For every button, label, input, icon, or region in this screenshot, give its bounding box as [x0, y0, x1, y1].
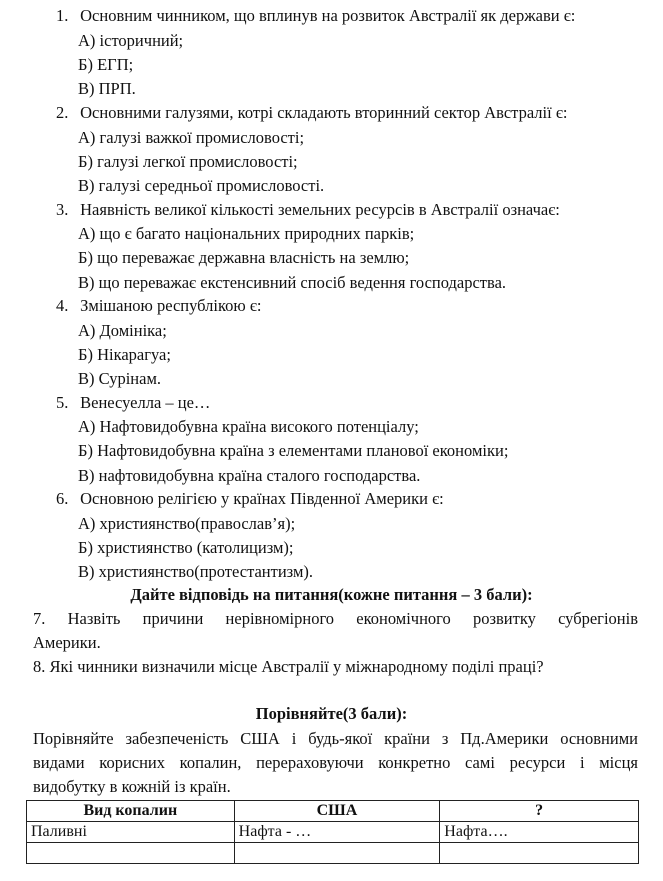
option: А) історичний;: [78, 31, 184, 50]
question-text: Венесуелла – це…: [80, 393, 211, 412]
column-header: ?: [440, 801, 639, 822]
option: А) галузі важкої промисловості;: [78, 128, 305, 147]
table-cell[interactable]: [440, 843, 639, 864]
question-3: [56, 200, 560, 220]
table-cell[interactable]: [27, 843, 235, 864]
option: В) Сурінам.: [78, 369, 162, 388]
table-cell[interactable]: [234, 843, 440, 864]
table-cell[interactable]: Паливні: [27, 822, 235, 843]
option: Б) що переважає державна власність на землю;: [78, 248, 410, 267]
option: А) Домініка;: [78, 321, 167, 340]
question-number: 6.: [56, 489, 69, 508]
question-2: [56, 103, 567, 123]
question-4: [56, 296, 262, 316]
option: Б) галузі легкої промисловості;: [78, 152, 298, 171]
option: В) що переважає екстенсивний спосіб ведення господарства.: [78, 273, 507, 292]
instruction-line: видобутку в кожній із країн.: [33, 777, 231, 796]
instruction-line: видами корисних копалин, перераховуючи конкретно самі ресурси і місця: [33, 753, 638, 772]
question-7-line: 7. Назвіть причини нерівномірного економічного розвитку субрегіонів: [33, 609, 638, 628]
table-row: [27, 822, 639, 843]
option: Б) Нікарагуа;: [78, 345, 171, 364]
option: В) нафтовидобувна країна сталого господарства.: [78, 466, 421, 485]
option: Б) Нафтовидобувна країна з елементами планової економіки;: [78, 441, 509, 460]
question-number: 3.: [56, 200, 69, 219]
option: Б) ЕГП;: [78, 55, 134, 74]
question-7-line: Америки.: [33, 633, 101, 652]
question-text: Основними галузями, котрі складають вторинний сектор Австралії є:: [80, 103, 568, 122]
table-header-row: [27, 801, 639, 822]
question-5: [56, 393, 210, 413]
question-6: [56, 489, 444, 509]
option: А) Нафтовидобувна країна високого потенціалу;: [78, 417, 419, 436]
option: А) християнство(православ’я);: [78, 514, 296, 533]
question-number: 4.: [56, 296, 69, 315]
question-8: 8. Які чинники визначили місце Австралії у міжнародному поділі праці?: [33, 657, 544, 676]
table-cell[interactable]: Нафта - …: [234, 822, 440, 843]
option: А) що є багато національних природних парків;: [78, 224, 415, 243]
question-number: 1.: [56, 6, 69, 25]
option: В) ПРП.: [78, 79, 136, 98]
question-text: Змішаною республікою є:: [80, 296, 262, 315]
option: В) галузі середньої промисловості.: [78, 176, 325, 195]
table-row: [27, 843, 639, 864]
option: Б) християнство (католицизм);: [78, 538, 294, 557]
question-number: 2.: [56, 103, 69, 122]
instruction-line: Порівняйте забезпеченість США і будь-якої країни з Пд.Америки основними: [33, 729, 638, 748]
section-heading: Дайте відповідь на питання(кожне питання – 3 бали):: [130, 585, 533, 604]
question-number: 5.: [56, 393, 69, 412]
table-cell[interactable]: Нафта….: [440, 822, 639, 843]
column-header: США: [234, 801, 440, 822]
column-header: Вид копалин: [27, 801, 235, 822]
question-1: [56, 6, 575, 26]
option: В) християнство(протестантизм).: [78, 562, 314, 581]
comparison-table: [26, 800, 639, 864]
question-text: Наявність великої кількості земельних ресурсів в Австралії означає:: [80, 200, 560, 219]
question-text: Основною релігією у країнах Південної Америки є:: [80, 489, 444, 508]
question-text: Основним чинником, що вплинув на розвиток Австралії як держави є:: [80, 6, 576, 25]
section-heading: Порівняйте(3 бали):: [255, 704, 408, 723]
